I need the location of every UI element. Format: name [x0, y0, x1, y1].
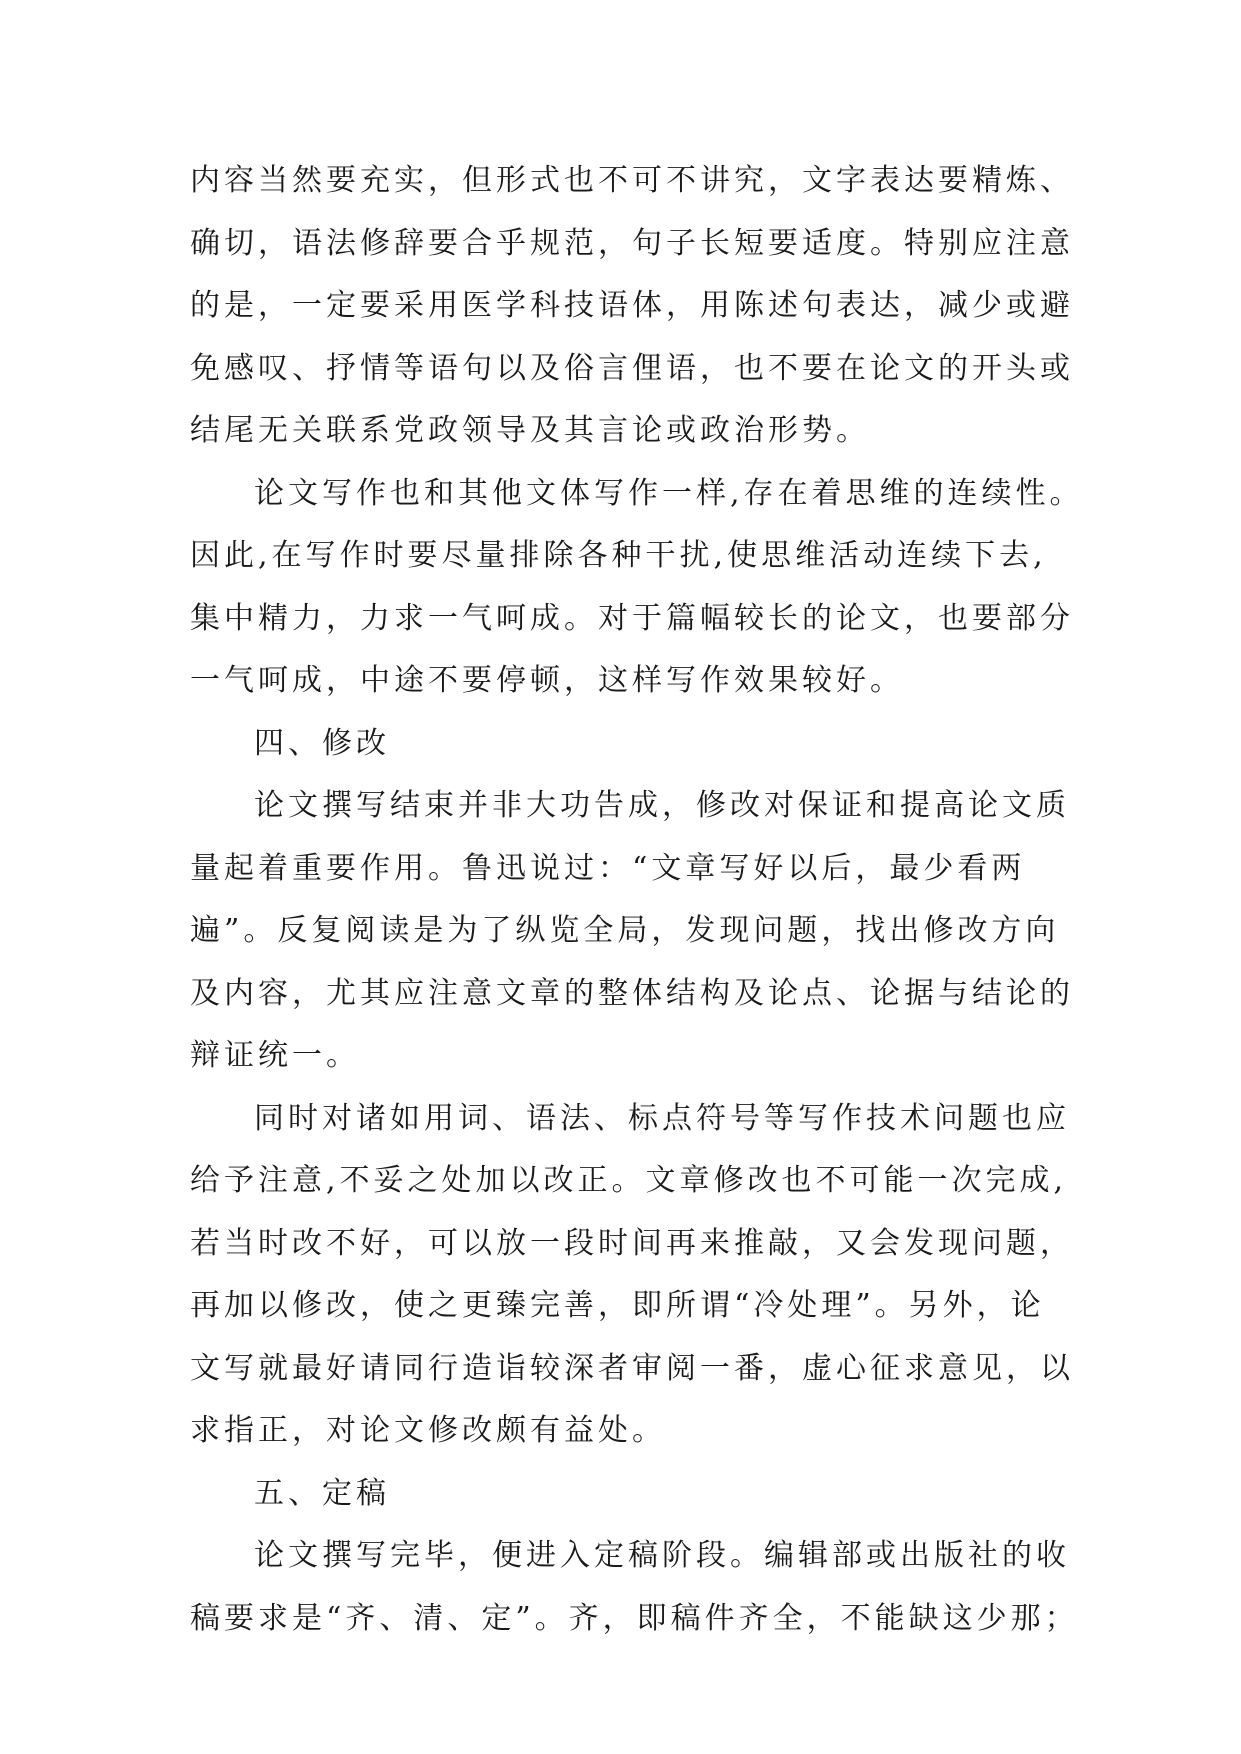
- text-line: 内容当然要充实，但形式也不可不讲究，文字表达要精炼、: [190, 163, 1074, 198]
- text-line: 稿要求是“齐、清、定”。齐，即稿件齐全，不能缺这少那；: [190, 1600, 1079, 1636]
- text-line: 给予注意,不妥之处加以改正。文章修改也不可能一次完成,: [190, 1163, 1068, 1198]
- text-line: 免感叹、抒情等语句以及俗言俚语，也不要在论文的开头或: [190, 350, 1074, 386]
- text-line: 的是，一定要采用医学科技语体，用陈述句表达，减少或避: [190, 288, 1074, 323]
- document-body: [190, 150, 1084, 1650]
- text-line: 集中精力，力求一气呵成。对于篇幅较长的论文，也要部分: [190, 600, 1074, 636]
- text-line: 及内容，尤其应注意文章的整体结构及论点、论据与结论的: [190, 975, 1074, 1011]
- text-line: 确切，语法修辞要合乎规范，句子长短要适度。特别应注意: [190, 225, 1074, 261]
- text-line: 同时对诸如用词、语法、标点符号等写作技术问题也应: [254, 1100, 1070, 1136]
- text-line: 若当时改不好，可以放一段时间再来推敲，又会发现问题，: [190, 1225, 1074, 1261]
- text-line: 遍”。反复阅读是为了纵览全局，发现问题，找出修改方向: [190, 913, 1060, 948]
- text-line: 辩证统一。: [190, 1038, 360, 1073]
- text-line: 再加以修改，使之更臻完善，即所谓“冷处理”。另外，论: [190, 1288, 1045, 1323]
- text-line: 结尾无关联系党政领导及其言论或政治形势。: [190, 413, 870, 448]
- text-line: 论文写作也和其他文体写作一样,存在着思维的连续性。: [254, 475, 1084, 511]
- text-line: 文写就最好请同行造诣较深者审阅一番，虚心征求意见，以: [190, 1350, 1074, 1386]
- text-line: 论文撰写结束并非大功告成，修改对保证和提高论文质: [254, 788, 1070, 823]
- text-line: 论文撰写完毕，便进入定稿阶段。编辑部或出版社的收: [254, 1538, 1070, 1573]
- text-line: 一气呵成，中途不要停顿，这样写作效果较好。: [190, 663, 904, 698]
- text-line: 四、修改: [254, 725, 390, 761]
- text-line: 因此,在写作时要尽量排除各种干扰,使思维活动连续下去,: [190, 538, 1047, 573]
- text-line: 五、定稿: [254, 1475, 390, 1511]
- text-line: 量起着重要作用。鲁迅说过：“文章写好以后，最少看两: [190, 850, 1026, 886]
- text-line: 求指正，对论文修改颇有益处。: [190, 1413, 666, 1448]
